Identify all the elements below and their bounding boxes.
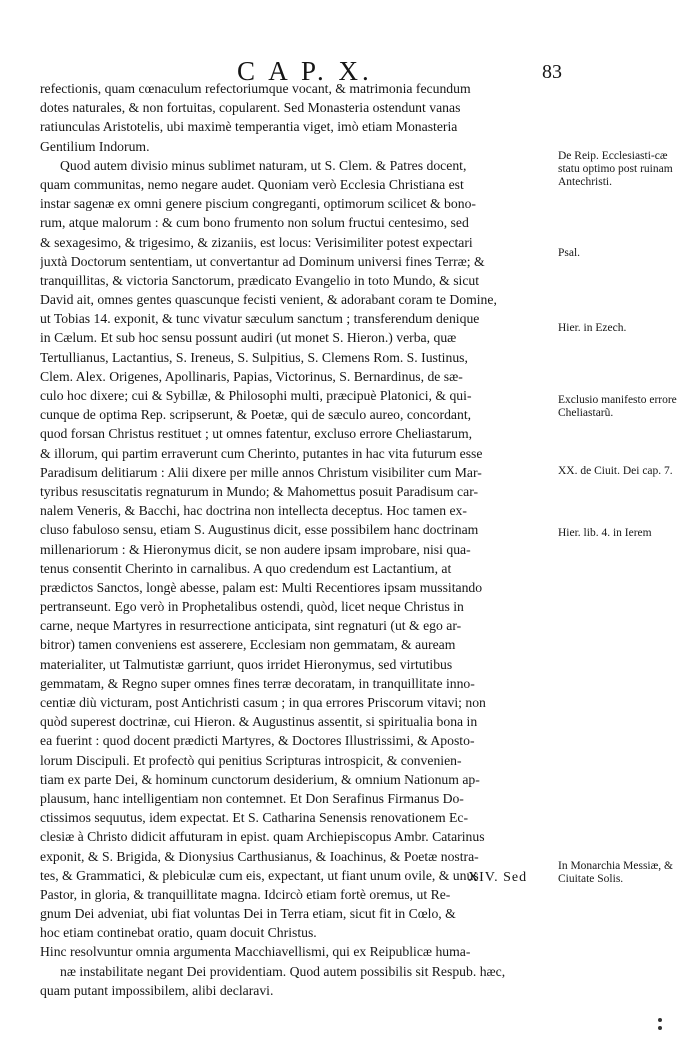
marginal-note: Hier. lib. 4. in Ierem bbox=[558, 527, 652, 539]
text-line: næ instabilitate negant Dei providentiam. Quod autem possibilis sit Respub. hæc, bbox=[60, 963, 506, 979]
text-line: tranquillitas, & victoria Sanctorum, prædicato Evangelio in toto Mundo, & sicut bbox=[40, 272, 480, 288]
running-head: C A P. X. bbox=[237, 56, 373, 86]
text-line: gnum Dei adveniat, ubi fiat voluntas Dei in Terra etiam, sicut fit in Cœlo, & bbox=[40, 906, 456, 922]
text-line: nalem Veneris, & Bacchi, hac doctrina non intellecta deceptus. Hoc tamen ex- bbox=[40, 503, 467, 519]
text-line: tyribus resuscitatis regnaturum in Mundo; & Mahomettus posuit Paradisum car- bbox=[40, 483, 479, 499]
page-number: 83 bbox=[542, 61, 562, 83]
text-line: ea fuerint : quod docent prædicti Martyres, & Doctores Illustrissimi, & Aposto- bbox=[40, 733, 475, 749]
text-line: gemmatam, & Regno super omnes fines terræ decoratam, in tranquillitate inno- bbox=[40, 675, 475, 691]
text-line: bitror) tamen conveniens est asserere, Ecclesiam non gemmatam, & auream bbox=[40, 637, 456, 653]
text-line: ctissimos sequutus, idem expectat. Et S. Catharina Senensis renovationem Ec- bbox=[40, 810, 469, 826]
print-specks bbox=[658, 1018, 662, 1034]
text-line: millenariorum : & Hieronymus dicit, se non audere ipsam improbare, nisi qua- bbox=[40, 541, 471, 557]
marginal-note: In Monarchia Messiæ, & Ciuitate Solis. bbox=[558, 860, 673, 885]
text-line: Clem. Alex. Origenes, Apollinaris, Papias, Victorinus, S. Bernardinus, de sæ- bbox=[40, 368, 463, 384]
text-line: clesiæ à Christo didicit affuturam in epist. quam Archiepiscopus Ambr. Catarinus bbox=[40, 829, 485, 845]
text-line: instar sagenæ ex omni genere piscium congreganti, optimorum scilicet & bono- bbox=[40, 196, 476, 212]
text-line: rum, atque malorum : & cum bono frumento non solum fructui centesimo, sed bbox=[40, 215, 469, 231]
text-line: cluso fabuloso sensu, etiam S. Augustinus dicit, esse possibilem hanc doctrinam bbox=[40, 522, 479, 538]
marginal-note: Hier. in Ezech. bbox=[558, 322, 627, 334]
text-line: culo hoc dixere; cui & Sybillæ, & Philosophi multi, præcipuè Platonici, & qui- bbox=[40, 388, 472, 403]
text-line: lorum Discipuli. Et profectò qui penitius Scripturas introspicit, & convenien- bbox=[40, 752, 462, 768]
text-line: Pastor, in gloria, & tranquillitate magna. Idcircò etiam fortè oremus, ut Re- bbox=[40, 886, 451, 902]
text-line: juxtà Doctorum sententiam, ut convertantur ad Dominum universi fines Terræ; & bbox=[40, 253, 485, 269]
text-line: Quod autem divisio minus sublimet naturam, ut S. Clem. & Patres docent, bbox=[60, 157, 467, 173]
text-line: quam putant impossibilem, alibi declaravi. bbox=[40, 982, 274, 998]
text-line: Tertullianus, Lactantius, S. Ireneus, S. Sulpitius, S. Clemens Rom. S. Iustinus, bbox=[40, 349, 468, 365]
text-line: David ait, omnes gentes quascunque fecisti venient, & adorabant coram te Domine, bbox=[40, 292, 497, 308]
text-line: quam communitas, nemo negare audet. Quoniam verò Ecclesia Christiana est bbox=[40, 176, 464, 192]
text-line: quod forsan Christus restituet ; ut omnes fatentur, excluso errore Cheliastarum, bbox=[40, 426, 473, 442]
text-line: centiæ diù victuram, post Antichristi casum ; in qua errores Priscorum vitavi; non bbox=[40, 695, 486, 710]
text-line: tiam ex parte Dei, & hominum cunctorum desiderium, & omnium Nationum ap- bbox=[40, 771, 480, 787]
text-line: ratiunculas Aristotelis, ubi maximè temperantia viget, imò etiam Monasteria bbox=[40, 119, 458, 135]
text-line: plausum, hanc intelligentiam non contemnet. Et Don Serafinus Firmanus Do- bbox=[40, 790, 464, 806]
text-line: & sexagesimo, & trigesimo, & zizaniis, est locus: Verisimiliter potest expectari bbox=[40, 234, 473, 250]
text-line: exponit, & S. Brigida, & Dionysius Carthusianus, & Ioachinus, & Poetæ nostra- bbox=[40, 848, 479, 864]
body-text bbox=[40, 79, 552, 1000]
text-line: materialiter, ut Talmutistæ garriunt, quos irridet Hieronymus, sed virtutibus bbox=[40, 656, 453, 672]
text-line: ut Tobias 14. exponit, & tunc vivatur sæculum sanctum ; transferendum denique bbox=[40, 311, 480, 327]
text-line: tes, & Grammatici, & plebiculæ cum eis, expectant, ut fiant unum ovile, & unus bbox=[40, 867, 479, 883]
text-line: prædictos Sanctos, longè abesse, palam est: Multi Recentiores ipsam mussitando bbox=[40, 579, 483, 595]
text-line: tenus consentit Cherinto in carnalibus. A quo credendum est Lactantium, at bbox=[40, 560, 452, 576]
text-line: cunque de optima Rep. scripserunt, & Poetæ, qui de sæculo aureo, concordant, bbox=[40, 407, 472, 423]
text-line: hoc etiam continebat oratio, quam docuit Christus. bbox=[40, 925, 317, 941]
speck bbox=[658, 1026, 662, 1030]
marginal-note: De Reip. Ecclesiasti-cæ statu optimo post ruinam Antechristi. bbox=[558, 150, 673, 188]
text-line: Hinc resolvuntur omnia argumenta Macchiavellismi, qui ex Reipublicæ huma- bbox=[40, 944, 471, 960]
text-line: carne, neque Martyres in resurrectione anticipata, sint regnaturi (ut & ego ar- bbox=[40, 618, 462, 634]
speck bbox=[658, 1018, 662, 1022]
text-line: refectionis, quam cœnaculum refectoriumque vocant, & matrimonia fecundum bbox=[40, 81, 471, 96]
marginal-note: Psal. bbox=[558, 247, 581, 259]
marginal-note: Exclusio manifesto errore Cheliastarũ. bbox=[558, 394, 677, 419]
catchword: XIV. Sed bbox=[468, 870, 528, 885]
text-line: pertranseunt. Ego verò in Prophetalibus ostendi, quòd, licet neque Christus in bbox=[40, 599, 464, 615]
marginal-note: XX. de Ciuit. Dei cap. 7. bbox=[558, 465, 673, 477]
text-line: quòd superest doctrinæ, cui Hieron. & Augustinus assentit, si spiritualia bona in bbox=[40, 714, 478, 730]
text-line: Paradisum delitiarum : Alii dixere per mille annos Christum visibiliter cum Mar- bbox=[40, 464, 482, 480]
text-line: & illorum, qui partim erraverunt cum Cherinto, putantes in hac vita futurum esse bbox=[40, 445, 483, 461]
text-line: dotes naturales, & non fortuitas, copularent. Sed Monasteria ostendunt vanas bbox=[40, 100, 461, 116]
text-line: Gentilium Indorum. bbox=[40, 138, 150, 154]
text-line: in Cælum. Et sub hoc sensu possunt audiri (ut monet S. Hieron.) verba, quæ bbox=[40, 330, 457, 346]
